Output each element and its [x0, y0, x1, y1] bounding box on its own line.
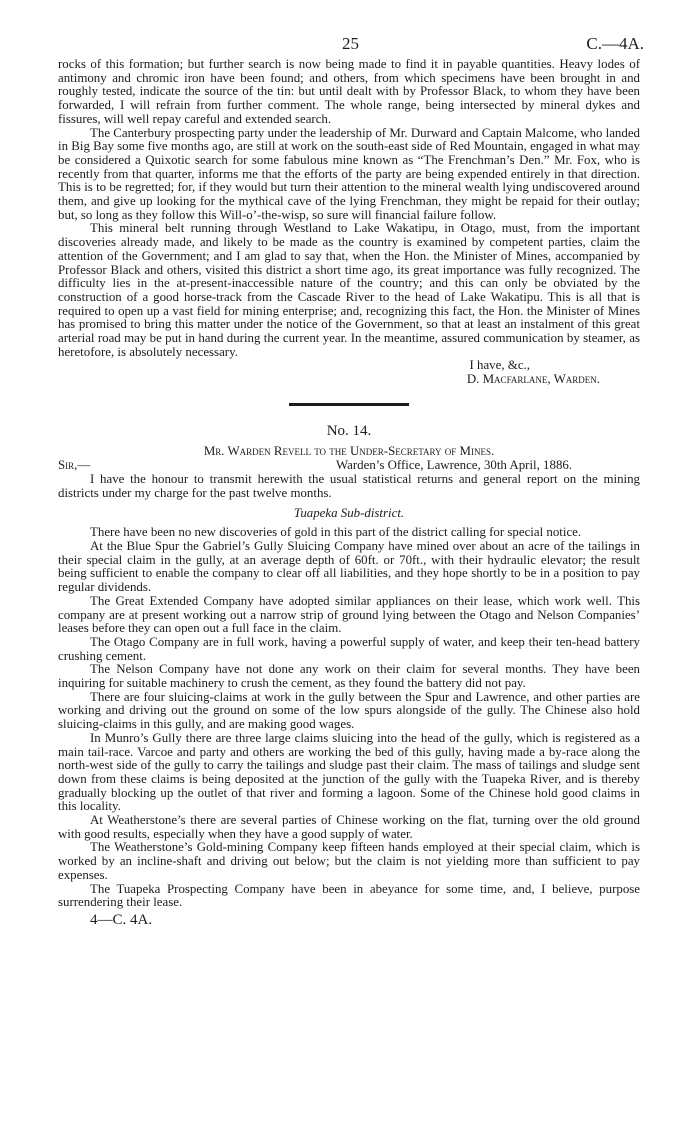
document-reference: C.—4A. [586, 34, 644, 53]
paragraph: The Weatherstone’s Gold-mining Company keep fifteen hands employed at their special claim, which is worked by an incline-shaft and driving out below; but the claim is not yielding more than sufficient to pay expenses. [58, 840, 640, 882]
signature-mark: 4—C. 4A. [90, 911, 153, 928]
paragraph: There have been no new discoveries of gold in this part of the district calling for special notice. [90, 525, 582, 540]
page-number: 25 [342, 34, 359, 53]
letter-number: No. 14. [326, 422, 372, 439]
office-date: Warden’s Office, Lawrence, 30th April, 1886. [336, 457, 573, 472]
paragraph: The Great Extended Company have adopted similar appliances on their lease, which work well. This company are at present working out a narrow strip of ground lying between the Otago and Nelson Companies’ leases before they can open out a full face in the claim. [58, 593, 640, 636]
letter-13-body [58, 58, 640, 387]
section-divider [289, 403, 409, 406]
paragraph: This mineral belt running through Westland to Lake Wakatipu, in Otago, must, from the important discoveries already made, and likely to be made as the country is examined by competent parties, claim the attention of the Government; and I am glad to say that, when the Hon. the Minister of Mines, accompanied by Professor Black and others, visited this district a short time ago, its great importance was fully recognized. The difficulty lies in the at-present-inaccessible nature of the country; and this can only be obviated by the construction of a good horse-track from the Cascade River to the head of Lake Wakatipu. This is all that is required to open up a vast field for mining enterprise; and, recognizing this fact, the Hon. the Minister of Mines has promised to bring this matter under the notice of the Government, so that at least an instalment of this great arterial road may be put in hand during the current year. In the meantime, assured communication by steamer, as heretofore, is absolutely necessary. [58, 221, 640, 359]
paragraph: The Tuapeka Prospecting Company have been in abeyance for some time, and, I believe, purpose surrendering their lease. [58, 881, 640, 910]
paragraph: There are four sluicing-claims at work in the gully between the Spur and Lawrence, and other parties are working and driving out the ground on some of the low spurs alongside of the gully. The Chinese also hold sluicing-claims in this gully, and are making good wages. [58, 689, 640, 732]
paragraph: At the Blue Spur the Gabriel’s Gully Sluicing Company have mined over about an acre of the tailings in their special claim in the gully, at an average depth of 60ft. or 70ft., with their hydraulic elevator; the result being sufficient to enable the company to clear off all liabilities, and they hope shortly to be in a position to pay regular dividends. [58, 538, 640, 595]
subheading: Tuapeka Sub-district. [293, 506, 405, 521]
dateline [58, 458, 640, 473]
closing: I have, &c., [469, 358, 530, 373]
letter-address: Mr. Warden Revell to the Under-Secretary of Mines. [203, 443, 495, 458]
intro-paragraph: I have the honour to transmit herewith the usual statistical returns and general report on the mining districts under my charge for the past twelve months. [58, 471, 640, 500]
document-page [58, 30, 644, 929]
paragraph: The Nelson Company have not done any work on their claim for several months. They have been inquiring for suitable machinery to crush the cement, as they found the battery did not pay. [58, 662, 640, 691]
paragraph: In Munro’s Gully there are three large claims sluicing into the head of the gully, which is registered as a main tail-race. Varcoe and party and others are working the bed of this gully, having made a by-race along the north-west side of the gully to carry the tailings and sludge past their claim. The mass of tailings and sludge sent down from these claims is being deposited at the junction of the gully with the Tuapeka River, and is thereby gradually blocking up the outlet of that river and forming a lagoon. Some of the Chinese hold good claims in this locality. [58, 730, 640, 814]
page-header [58, 30, 644, 58]
letter-14 [58, 422, 640, 910]
paragraph: The Otago Company are in full work, having a powerful supply of water, and keep their ten-head battery crushing cement. [58, 634, 640, 663]
paragraph: The Canterbury prospecting party under the leadership of Mr. Durward and Captain Malcome, who landed in Big Bay some five months ago, are still at work on the south-east side of Red Mountain, engaged in what may be considered a Quixotic search for some fabulous mine known as “The Frenchman’s Den.” Mr. Fox, who is recently from that quarter, informs me that the efforts of the party are being expended entirely in that direction. This is to be regretted; for, if they would but turn their attention to the mineral wealth lying undiscovered around them, and give up looking for the mythical cave of the lying Frenchman, they might be repaid for their outlay; but, so long as they follow this Will-o’-the-wisp, so sure will financial failure follow. [58, 125, 640, 222]
paragraph: At Weatherstone’s there are several parties of Chinese working on the flat, turning over the old ground with good results, especially when they have a good supply of water. [58, 813, 640, 841]
signature: D. Macfarlane, Warden. [466, 372, 600, 387]
salutation: Sir,— [58, 457, 91, 472]
paragraph: rocks of this formation; but further search is now being made to find it in payable quantities. Heavy lodes of antimony and chromic iron have been found; and others, from which specimens have been brought in and roughly tested, indicate the source of the tin: but until dealt with by Professor Black, to whom they have been forwarded, I will refrain from further comment. The whole range, being intersected by mineral dykes and fissures, will well repay careful and extended search. [58, 57, 640, 126]
